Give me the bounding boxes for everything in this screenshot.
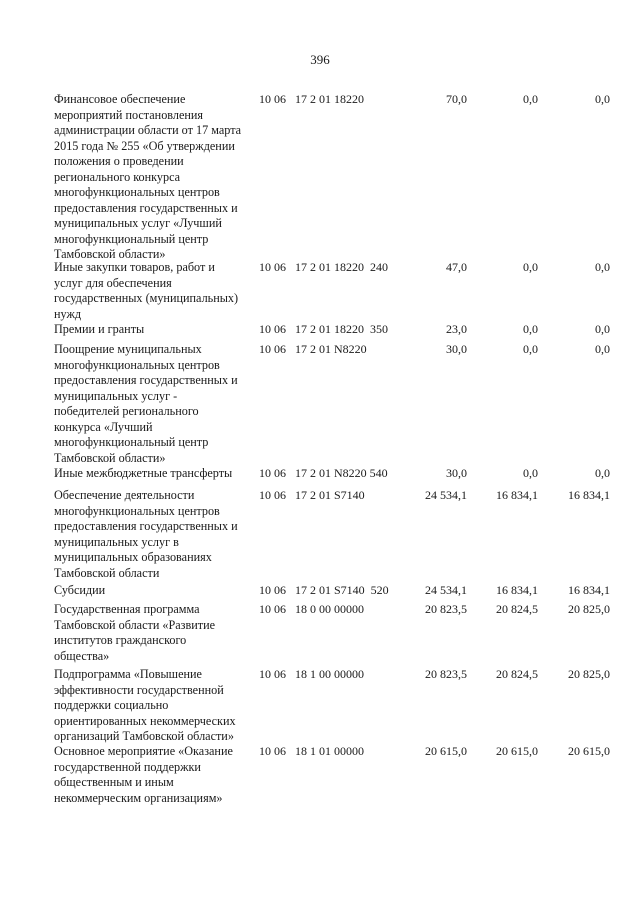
page-number: 396: [310, 52, 330, 67]
row-codes: 10 06 17 2 01 N8220 540: [259, 466, 388, 480]
row-value-1: 23,0: [446, 322, 467, 336]
row-value-3: 0,0: [595, 322, 610, 336]
row-value-1: 47,0: [446, 260, 467, 274]
row-value-2: 0,0: [523, 322, 538, 336]
row-codes: 10 06 18 1 01 00000: [259, 744, 364, 758]
row-value-2: 20 615,0: [496, 744, 538, 758]
row-value-3: 0,0: [595, 260, 610, 274]
row-codes: 10 06 17 2 01 N8220: [259, 342, 367, 356]
row-value-1: 20 823,5: [425, 667, 467, 681]
row-value-1: 24 534,1: [425, 488, 467, 502]
row-value-1: 24 534,1: [425, 583, 467, 597]
row-value-2: 0,0: [523, 466, 538, 480]
row-value-1: 70,0: [446, 92, 467, 106]
row-name: Обеспечение деятельности многофункциональных центров предоставления государственных и муниципальных услуг в муниципальных образованиях Тамбовской области: [54, 488, 238, 580]
row-codes: 10 06 18 1 00 00000: [259, 667, 364, 681]
row-value-1: 30,0: [446, 466, 467, 480]
row-name: Государственная программа Тамбовской области «Развитие институтов гражданского общества»: [54, 602, 216, 663]
row-value-3: 0,0: [595, 92, 610, 106]
row-value-3: 16 834,1: [568, 488, 610, 502]
row-value-2: 16 834,1: [496, 488, 538, 502]
row-codes: 10 06 17 2 01 S7140: [259, 488, 365, 502]
row-name: Основное мероприятие «Оказание государственной поддержки общественным и иным некоммерческим организациям»: [54, 744, 233, 805]
row-value-3: 20 825,0: [568, 602, 610, 616]
row-codes: 10 06 18 0 00 00000: [259, 602, 364, 616]
row-codes: 10 06 17 2 01 18220: [259, 92, 364, 106]
row-name: Подпрограмма «Повышение эффективности государственной поддержки социально ориентированных некоммерческих организаций Тамбовской области»: [54, 667, 236, 743]
row-value-2: 0,0: [523, 260, 538, 274]
row-value-3: 0,0: [595, 342, 610, 356]
row-name: Иные межбюджетные трансферты: [54, 466, 233, 480]
row-codes: 10 06 17 2 01 18220 350: [259, 322, 388, 336]
row-value-3: 20 615,0: [568, 744, 610, 758]
row-value-2: 0,0: [523, 92, 538, 106]
row-value-1: 20 823,5: [425, 602, 467, 616]
row-value-3: 20 825,0: [568, 667, 610, 681]
row-value-3: 16 834,1: [568, 583, 610, 597]
row-name: Финансовое обеспечение мероприятий постановления администрации области от 17 марта 2015 года № 255 «Об утверждении положения о проведении регионального конкурса многофункциональных центров предоставления государственных и муниципальных услуг «Лучший многофункциональный центр Тамбовской области»: [54, 92, 242, 261]
row-value-2: 0,0: [523, 342, 538, 356]
row-name: Поощрение муниципальных многофункциональных центров предоставления государственных и муниципальных услуг - победителей регионального конкурса «Лучший многофункциональный центр Тамбовской области»: [54, 342, 238, 465]
row-value-2: 20 824,5: [496, 667, 538, 681]
row-value-3: 0,0: [595, 466, 610, 480]
row-codes: 10 06 17 2 01 18220 240: [259, 260, 388, 274]
row-value-2: 20 824,5: [496, 602, 538, 616]
row-name: Иные закупки товаров, работ и услуг для обеспечения государственных (муниципальных) нужд: [54, 260, 239, 321]
row-value-2: 16 834,1: [496, 583, 538, 597]
row-value-1: 30,0: [446, 342, 467, 356]
row-codes: 10 06 17 2 01 S7140 520: [259, 583, 389, 597]
row-value-1: 20 615,0: [425, 744, 467, 758]
row-name: Премии и гранты: [54, 322, 145, 336]
row-name: Субсидии: [54, 583, 106, 597]
